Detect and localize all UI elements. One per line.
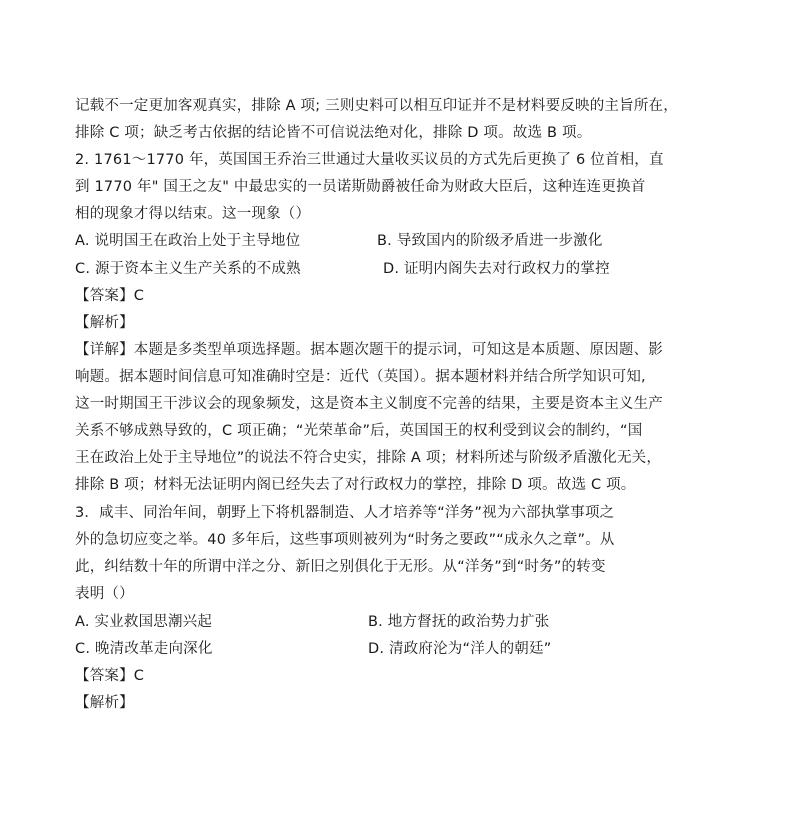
q2-option-b: B. 导致国内的阶级矛盾进一步激化 xyxy=(377,233,603,249)
q2-detail-line-3: 这一时期国王干涉议会的现象频发，这是资本主义制度不完善的结果，主要是资本主义生产 xyxy=(75,396,663,412)
q3-option-d: D. 清政府沦为“洋人的朝廷” xyxy=(368,641,552,657)
q2-option-a: A. 说明国王在政治上处于主导地位 xyxy=(75,233,301,249)
q3-option-a: A. 实业救国思潮兴起 xyxy=(75,614,213,630)
q3-stem-line-1: 3．咸丰、同治年间，朝野上下将机器制造、人才培养等“洋务”视为六部执掌事项之 xyxy=(75,505,615,521)
q2-stem-line-3: 相的现象才得以结束。这一现象（） xyxy=(75,206,311,222)
q2-stem-line-1: 2. 1761～1770 年，英国国王乔治三世通过大量收买议员的方式先后更换了 6 位首相，直 xyxy=(75,152,664,168)
q2-analysis-label: 【解析】 xyxy=(75,315,134,331)
q2-stem-line-2: 到 1770 年" 国王之友" 中最忠实的一员诺斯勋爵被任命为财政大臣后，这种连连更换首 xyxy=(75,179,646,195)
q2-option-d: D. 证明内阁失去对行政权力的掌控 xyxy=(383,261,610,277)
q2-detail-line-2: 响题。据本题时间信息可知准确时空是：近代（英国）。据本题材料并结合所学知识可知, xyxy=(75,369,646,385)
q3-option-b: B. 地方督抚的政治势力扩张 xyxy=(368,614,550,630)
q3-stem-line-4: 表明（） xyxy=(75,586,134,602)
q3-analysis-label: 【解析】 xyxy=(75,695,134,711)
prev-explanation-line-2: 排除 C 项；缺乏考古依据的结论皆不可信说法绝对化，排除 D 项。故选 B 项。 xyxy=(75,125,592,141)
q3-option-c: C. 晚清改革走向深化 xyxy=(75,641,213,657)
q2-detail-line-6: 排除 B 项；材料无法证明内阁已经失去了对行政权力的掌控，排除 D 项。故选 C 项。 xyxy=(75,477,636,493)
q2-detail-line-5: 王在政治上处于主导地位”的说法不符合史实，排除 A 项；材料所述与阶级矛盾激化无关， xyxy=(75,450,662,466)
q2-option-c: C. 源于资本主义生产关系的不成熟 xyxy=(75,261,301,277)
prev-explanation-line-1: 记载不一定更加客观真实，排除 A 项; 三则史料可以相互印证并不是材料要反映的主旨所在， xyxy=(75,98,678,114)
q3-answer: 【答案】C xyxy=(75,668,145,684)
q2-answer: 【答案】C xyxy=(75,288,145,304)
q3-stem-line-2: 外的急切应变之举。40 多年后，这些事项则被列为“时务之要政”“成永久之章”。从 xyxy=(75,532,615,548)
q2-detail-line-1: 【详解】本题是多类型单项选择题。据本题次题干的提示词，可知这是本质题、原因题、影 xyxy=(75,342,663,358)
q2-detail-line-4: 关系不够成熟导致的，C 项正确；“光荣革命”后，英国国王的权利受到议会的制约，“国 xyxy=(75,423,643,439)
q3-stem-line-3: 此，纠结数十年的所谓中洋之分、新旧之别俱化于无形。从“洋务”到“时务”的转变 xyxy=(75,559,606,575)
